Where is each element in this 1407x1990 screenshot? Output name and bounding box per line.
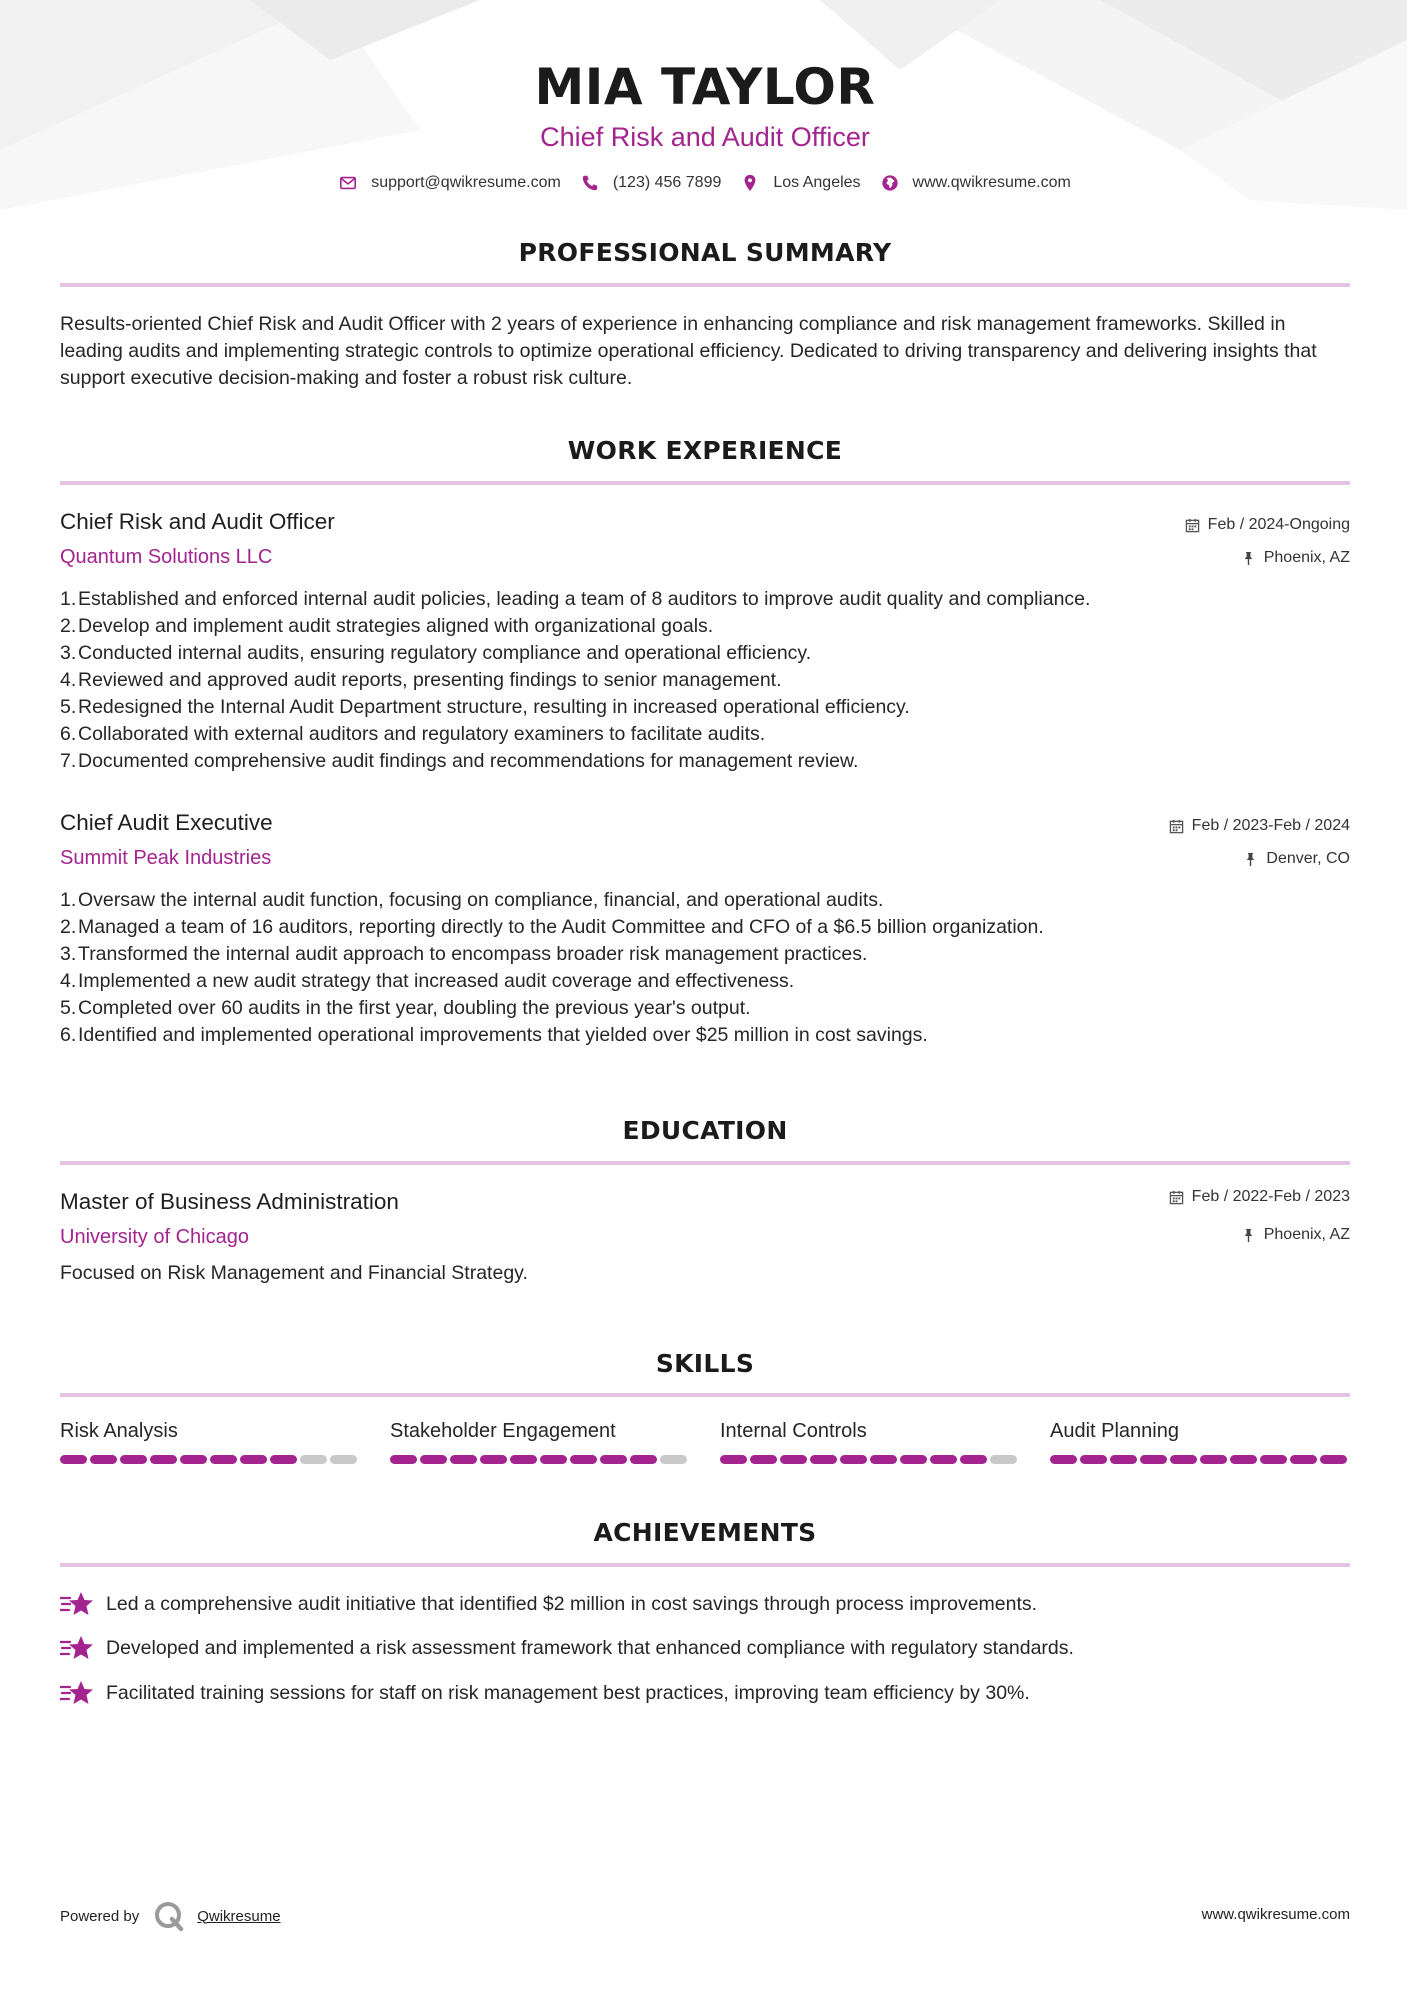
achievement-text: Facilitated training sessions for staff on risk management best practices, improving team efficiency by 30%. — [106, 1681, 1030, 1704]
experience-heading: WORK EXPERIENCE — [567, 436, 843, 465]
skill-segment-filled — [930, 1455, 957, 1464]
calendar-icon — [1169, 1190, 1184, 1205]
skill-segment-filled — [480, 1455, 507, 1464]
contact-email-text: support@qwikresume.com — [371, 174, 561, 191]
skill-segment-filled — [1170, 1455, 1197, 1464]
list-item: 2. Managed a team of 16 auditors, reporting directly to the Audit Committee and CFO of a $6.5 billion organization. — [60, 916, 1044, 938]
contact-phone[interactable] — [581, 174, 722, 192]
skill-segment-filled — [1140, 1455, 1167, 1464]
skill-segment-filled — [720, 1455, 747, 1464]
skill-internal-controls — [720, 1420, 1020, 1464]
qwikresume-logo-icon — [153, 1900, 185, 1932]
globe-icon — [881, 174, 899, 192]
list-item: 4. Reviewed and approved audit reports, presenting findings to senior management. — [60, 669, 782, 691]
skill-segment-filled — [180, 1455, 207, 1464]
contact-website[interactable] — [881, 174, 1071, 192]
skill-segment-empty — [660, 1455, 687, 1464]
skill-segment-filled — [570, 1455, 597, 1464]
resume-page — [60, 0, 1350, 1990]
list-item: 3. Conducted internal audits, ensuring regulatory compliance and operational efficiency. — [60, 642, 812, 664]
skill-stakeholder-engagement — [390, 1420, 690, 1464]
skill-segment-filled — [1290, 1455, 1317, 1464]
contact-phone-text: (123) 456 7899 — [612, 174, 722, 191]
job-bullets-1 — [60, 586, 1350, 775]
job-title-1: Chief Risk and Audit Officer — [60, 509, 335, 534]
education-degree: Master of Business Administration — [60, 1189, 399, 1214]
contact-email[interactable] — [339, 174, 561, 192]
skill-rating-bar — [720, 1455, 1020, 1464]
skill-segment-filled — [90, 1455, 117, 1464]
list-item: 3. Transformed the internal audit approach to encompass broader risk management practices. — [60, 943, 868, 965]
experience-divider — [60, 481, 1350, 485]
skill-segment-filled — [150, 1455, 177, 1464]
skill-audit-planning — [1050, 1420, 1350, 1464]
skill-segment-filled — [1110, 1455, 1137, 1464]
map-pin-icon — [741, 174, 759, 192]
achievements-divider — [60, 1563, 1350, 1567]
candidate-name: MIA TAYLOR — [534, 58, 876, 116]
pushpin-icon — [1243, 852, 1258, 867]
summary-divider — [60, 283, 1350, 287]
skill-segment-filled — [450, 1455, 477, 1464]
shooting-star-icon — [60, 1679, 94, 1707]
education-heading: EDUCATION — [622, 1116, 788, 1145]
shooting-star-icon — [60, 1590, 94, 1618]
summary-heading: PROFESSIONAL SUMMARY — [518, 238, 892, 267]
job-date-1 — [1185, 516, 1350, 534]
list-item: 6. Identified and implemented operational improvements that yielded over $25 million in cost savings. — [60, 1024, 928, 1046]
skill-segment-filled — [270, 1455, 297, 1464]
list-item: 1. Oversaw the internal audit function, focusing on compliance, financial, and operational audits. — [60, 889, 884, 911]
footer-website-link[interactable]: www.qwikresume.com — [1201, 1906, 1350, 1923]
phone-icon — [581, 174, 599, 192]
job-date-2 — [1169, 817, 1350, 835]
contact-bar — [60, 174, 1350, 192]
job-date-2-text: Feb / 2023-Feb / 2024 — [1191, 817, 1350, 834]
achievement-text: Led a comprehensive audit initiative that identified $2 million in cost savings through process improvements. — [106, 1592, 1038, 1615]
job-location-2-text: Denver, CO — [1266, 850, 1350, 867]
pushpin-icon — [1241, 1228, 1256, 1243]
skill-label: Audit Planning — [1050, 1420, 1179, 1442]
skill-segment-filled — [810, 1455, 837, 1464]
skill-segment-filled — [510, 1455, 537, 1464]
list-item: 2. Develop and implement audit strategies aligned with organizational goals. — [60, 615, 714, 637]
skill-segment-filled — [420, 1455, 447, 1464]
list-item: 5. Redesigned the Internal Audit Department structure, resulting in increased operational efficiency. — [60, 696, 910, 718]
skill-rating-bar — [60, 1455, 360, 1464]
skill-rating-bar — [390, 1455, 690, 1464]
skill-segment-filled — [870, 1455, 897, 1464]
skill-segment-empty — [330, 1455, 357, 1464]
skill-label: Stakeholder Engagement — [390, 1420, 616, 1442]
skill-segment-filled — [630, 1455, 657, 1464]
education-description: Focused on Risk Management and Financial Strategy. — [60, 1262, 528, 1284]
education-location-text: Phoenix, AZ — [1263, 1226, 1350, 1243]
job-company-2: Summit Peak Industries — [60, 847, 272, 869]
list-item: 4. Implemented a new audit strategy that increased audit coverage and effectiveness. — [60, 970, 795, 992]
contact-website-text: www.qwikresume.com — [912, 174, 1071, 191]
skill-segment-filled — [210, 1455, 237, 1464]
skill-segment-filled — [900, 1455, 927, 1464]
education-school: University of Chicago — [60, 1226, 249, 1248]
pushpin-icon — [1241, 551, 1256, 566]
skill-segment-filled — [1260, 1455, 1287, 1464]
skill-segment-filled — [540, 1455, 567, 1464]
skill-segment-filled — [780, 1455, 807, 1464]
skill-segment-filled — [600, 1455, 627, 1464]
job-location-2 — [1243, 850, 1350, 868]
skill-risk-analysis — [60, 1420, 360, 1464]
qwikresume-link[interactable]: Qwikresume — [197, 1907, 281, 1925]
list-item: 5. Completed over 60 audits in the first year, doubling the previous year's output. — [60, 997, 751, 1019]
skill-segment-filled — [750, 1455, 777, 1464]
education-date-text: Feb / 2022-Feb / 2023 — [1191, 1188, 1350, 1205]
skill-segment-filled — [1200, 1455, 1227, 1464]
list-item: 1. Established and enforced internal audit policies, leading a team of 8 auditors to improve audit quality and compliance. — [60, 588, 1091, 610]
contact-location — [741, 174, 860, 192]
skill-segment-empty — [300, 1455, 327, 1464]
powered-by-label: Powered by — [60, 1907, 140, 1925]
skills-heading: SKILLS — [655, 1349, 755, 1378]
achievement-item — [60, 1590, 1037, 1618]
list-item: 7. Documented comprehensive audit findings and recommendations for management review. — [60, 750, 859, 772]
skill-segment-filled — [240, 1455, 267, 1464]
envelope-icon — [339, 174, 357, 192]
skill-segment-filled — [60, 1455, 87, 1464]
skill-segment-filled — [960, 1455, 987, 1464]
achievement-text: Developed and implemented a risk assessment framework that enhanced compliance with regulatory standards. — [106, 1636, 1074, 1659]
achievement-item — [60, 1634, 1074, 1662]
achievements-heading: ACHIEVEMENTS — [593, 1518, 817, 1547]
skill-rating-bar — [1050, 1455, 1350, 1464]
candidate-title: Chief Risk and Audit Officer — [540, 122, 870, 152]
skill-segment-filled — [390, 1455, 417, 1464]
achievement-item — [60, 1679, 1030, 1707]
job-location-1 — [1241, 549, 1350, 567]
education-date — [1169, 1188, 1350, 1206]
list-item: 6. Collaborated with external auditors and regulatory examiners to facilitate audits. — [60, 723, 766, 745]
skill-segment-filled — [1050, 1455, 1077, 1464]
job-bullets-2 — [60, 887, 1350, 1049]
job-title-2: Chief Audit Executive — [60, 810, 273, 835]
footer-powered-by — [60, 1900, 281, 1932]
skill-segment-empty — [990, 1455, 1017, 1464]
skill-label: Risk Analysis — [60, 1420, 178, 1442]
skill-label: Internal Controls — [720, 1420, 867, 1442]
skill-segment-filled — [1080, 1455, 1107, 1464]
skill-segment-filled — [840, 1455, 867, 1464]
calendar-icon — [1185, 518, 1200, 533]
skill-segment-filled — [1320, 1455, 1347, 1464]
calendar-icon — [1169, 819, 1184, 834]
job-location-1-text: Phoenix, AZ — [1263, 549, 1350, 566]
shooting-star-icon — [60, 1634, 94, 1662]
education-divider — [60, 1161, 1350, 1165]
summary-text: Results-oriented Chief Risk and Audit Officer with 2 years of experience in enhancing compliance and risk management frameworks. Skilled in leading audits and implementing strategic controls to optimize operational efficiency. Dedicated to driving transparency and delivering insights that support executive decision-making and foster a robust risk culture. — [60, 313, 1317, 389]
skills-divider — [60, 1393, 1350, 1397]
job-company-1: Quantum Solutions LLC — [60, 546, 273, 568]
job-date-1-text: Feb / 2024-Ongoing — [1207, 516, 1350, 533]
skill-segment-filled — [120, 1455, 147, 1464]
skill-segment-filled — [1230, 1455, 1257, 1464]
contact-location-text: Los Angeles — [773, 174, 861, 191]
education-location — [1241, 1226, 1350, 1244]
